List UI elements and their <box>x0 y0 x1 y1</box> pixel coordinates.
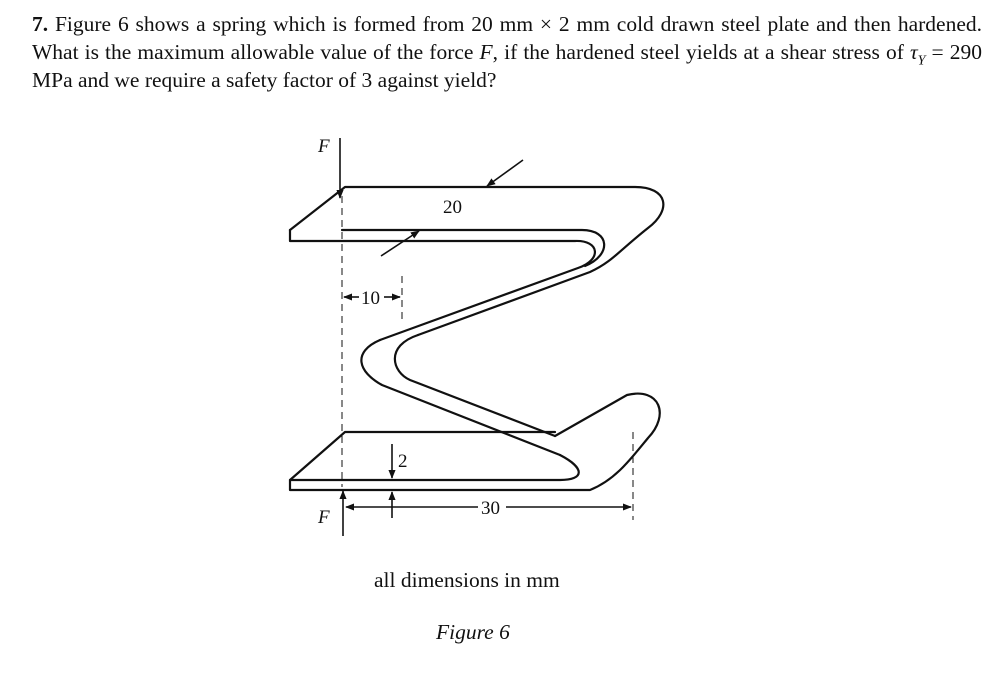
force-top-label: F <box>318 136 330 157</box>
problem-number: 7. <box>32 12 49 36</box>
middle-bend <box>361 335 560 455</box>
problem-text-1: Figure 6 shows a spring which is formed from 20 mm × 2 mm cold drawn steel plate and then hardened. What is the maximum allowable value of the force <box>32 12 982 64</box>
problem-text-2: , if the hardened steel yields at a shear stress of <box>492 40 910 64</box>
top-plate <box>290 187 663 340</box>
dim-width-label: 20 <box>443 197 462 218</box>
tau-symbol: τ <box>909 40 918 64</box>
force-bottom-label: F <box>318 507 330 528</box>
dim-offset-label: 10 <box>361 288 380 309</box>
bottom-plate <box>290 394 660 490</box>
force-symbol: F <box>479 40 493 64</box>
figure-caption: Figure 6 <box>436 620 510 644</box>
dim-thickness-label: 2 <box>398 451 408 472</box>
units-note: all dimensions in mm <box>374 568 560 592</box>
dim-length-label: 30 <box>481 498 500 519</box>
problem-text-3: = 290 MPa and we require a safety factor of 3 against yield? <box>32 40 982 92</box>
tau-subscript: Y <box>917 53 926 69</box>
